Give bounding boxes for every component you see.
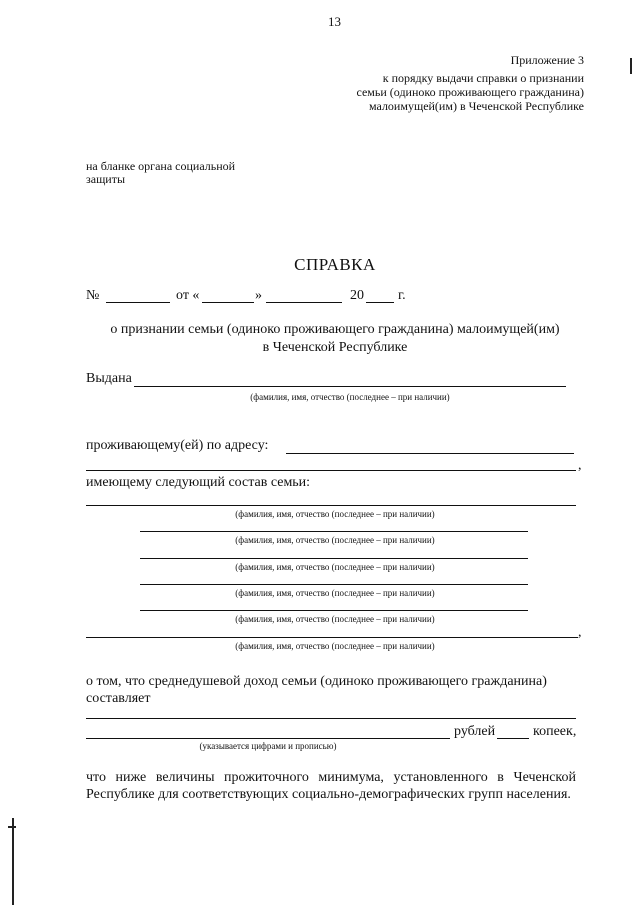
family-comma: , (578, 625, 582, 640)
appendix-line-2: семьи (одиноко проживающего гражданина) (356, 85, 584, 99)
kopecks-field[interactable] (497, 738, 529, 739)
address-field-1[interactable] (286, 453, 574, 454)
issued-to-label: Выдана (86, 371, 132, 386)
address-comma: , (578, 458, 582, 473)
income-line-1: о том, что среднедушевой доход семьи (одиноко проживающего гражданина) (86, 674, 547, 689)
family-member-caption-1: (фамилия, имя, отчество (последнее – при наличии) (235, 509, 435, 519)
document-title: СПРАВКА (294, 255, 376, 274)
date-day-field[interactable] (202, 302, 254, 303)
scan-edge-tick-left (8, 826, 16, 828)
blank-note-line-1: на бланке органа социальной (86, 159, 236, 173)
family-member-caption-4: (фамилия, имя, отчество (последнее – при наличии) (235, 588, 435, 598)
issued-to-field[interactable] (134, 386, 566, 387)
blank-note (86, 160, 235, 186)
date-quote-close: » (255, 288, 262, 303)
address-field-2[interactable] (86, 470, 576, 471)
income-line-2: составляет (86, 691, 151, 706)
family-label: имеющему следующий состав семьи: (86, 475, 311, 490)
address-label: проживающему(ей) по адресу: (86, 438, 269, 453)
family-member-field-5[interactable] (140, 610, 528, 611)
date-from-label: от « (176, 288, 200, 303)
year-suffix: г. (398, 288, 406, 303)
issued-to-caption: (фамилия, имя, отчество (последнее – при наличии) (250, 392, 450, 402)
subject-line-2: в Чеченской Республике (262, 340, 408, 355)
scan-edge-mark-top (630, 58, 632, 74)
appendix-title: Приложение 3 (510, 53, 584, 67)
family-member-caption-2: (фамилия, имя, отчество (последнее – при наличии) (235, 535, 435, 545)
family-member-caption-6: (фамилия, имя, отчество (последнее – при наличии) (235, 641, 435, 651)
appendix-line-1: к порядку выдачи справки о признании (382, 71, 584, 85)
family-member-field-4[interactable] (140, 584, 528, 585)
number-field[interactable] (106, 302, 170, 303)
number-sign: № (86, 288, 100, 303)
blank-note-line-2: защиты (86, 172, 126, 186)
income-amount-field-1[interactable] (86, 718, 576, 719)
family-member-caption-3: (фамилия, имя, отчество (последнее – при наличии) (235, 562, 435, 572)
family-member-field-6[interactable] (86, 637, 578, 638)
family-member-caption-5: (фамилия, имя, отчество (последнее – при наличии) (235, 614, 435, 624)
appendix-line-3: малоимущей(им) в Чеченской Республике (369, 99, 584, 113)
date-month-field[interactable] (266, 302, 342, 303)
conclusion-line-1: что ниже величины прожиточного минимума, установленного в Чеченской (86, 770, 576, 785)
income-amount-field-2[interactable] (86, 738, 450, 739)
family-member-field-3[interactable] (140, 558, 528, 559)
date-year-field[interactable] (366, 302, 394, 303)
family-member-field-1[interactable] (86, 505, 576, 506)
scan-edge-mark-left (12, 818, 14, 905)
family-member-field-2[interactable] (140, 531, 528, 532)
conclusion-line-2: Республике для соответствующих социально-демографических групп населения. (86, 787, 571, 802)
page-number: 13 (328, 14, 341, 29)
rubles-label: рублей (454, 724, 496, 739)
income-caption: (указывается цифрами и прописью) (199, 741, 337, 751)
subject-line-1: о признании семьи (одиноко проживающего гражданина) малоимущей(им) (110, 322, 560, 337)
kopecks-label: копеек, (533, 724, 577, 739)
year-prefix: 20 (350, 288, 364, 303)
